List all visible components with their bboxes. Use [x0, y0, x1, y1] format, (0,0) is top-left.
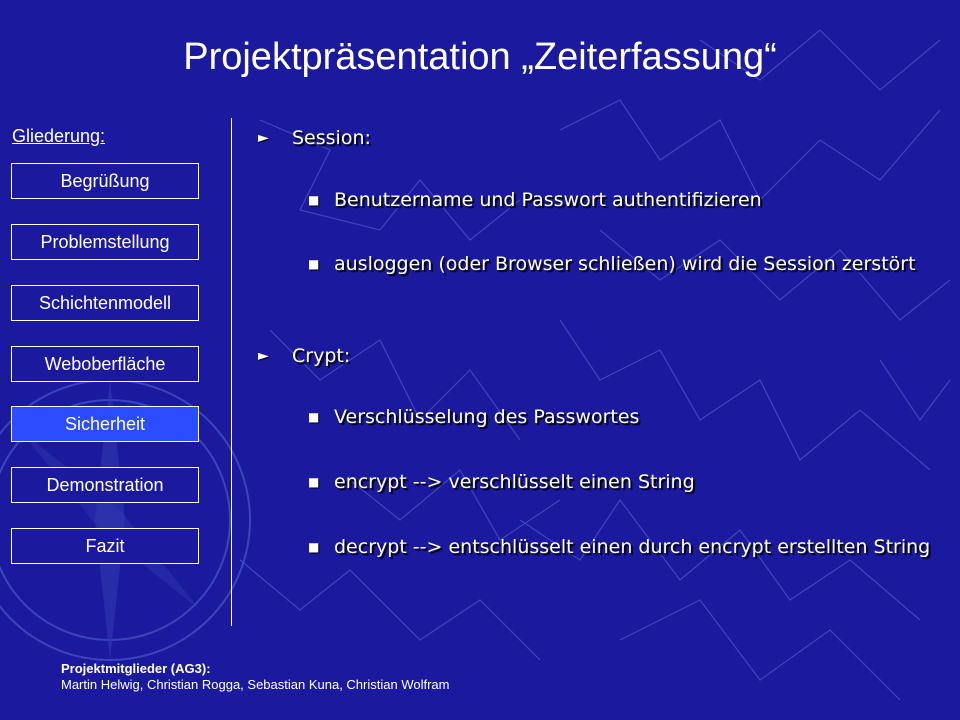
- crypt-point: decrypt --> entschlüsselt einen durch encrypt erstellten String: [334, 536, 931, 558]
- nav-item-sicherheit[interactable]: Sicherheit: [11, 406, 199, 442]
- nav-item-problemstellung[interactable]: Problemstellung: [11, 224, 199, 260]
- list-item: [256, 189, 936, 212]
- footer-label: Projektmitglieder (AG3):: [61, 661, 211, 676]
- square-bullet-icon: ■: [308, 410, 320, 424]
- nav-item-schichtenmodell[interactable]: Schichtenmodell: [11, 285, 199, 321]
- list-item: [256, 406, 936, 429]
- square-bullet-icon: ■: [308, 257, 320, 271]
- nav-item-demonstration[interactable]: Demonstration: [11, 467, 199, 503]
- triangle-right-bullet-icon: ►: [258, 130, 269, 146]
- nav-item-weboberflaeche[interactable]: Weboberfläche: [11, 346, 199, 382]
- square-bullet-icon: ■: [308, 540, 320, 554]
- footer: [61, 661, 449, 693]
- crypt-point: Verschlüsselung des Passwortes: [334, 406, 640, 428]
- vertical-divider: [231, 118, 232, 626]
- section-heading-session: Session:: [292, 127, 371, 149]
- list-item: [256, 127, 936, 150]
- nav-item-fazit[interactable]: Fazit: [11, 528, 199, 564]
- list-item: [256, 345, 936, 368]
- list-item: [256, 536, 936, 559]
- session-point: Benutzername und Passwort authentifizieren: [334, 189, 762, 211]
- nav-item-begruessung[interactable]: Begrüßung: [11, 163, 199, 199]
- list-item: [256, 253, 936, 276]
- nav-heading: Gliederung:: [12, 126, 106, 146]
- triangle-right-bullet-icon: ►: [258, 348, 269, 364]
- session-point: ausloggen (oder Browser schließen) wird die Session zerstört: [334, 253, 916, 275]
- square-bullet-icon: ■: [308, 475, 320, 489]
- page-title: Projektpräsentation „Zeiterfassung“: [183, 36, 777, 78]
- footer-members: Martin Helwig, Christian Rogga, Sebastian Kuna, Christian Wolfram: [61, 677, 450, 692]
- section-heading-crypt: Crypt:: [292, 345, 351, 367]
- crypt-point: encrypt --> verschlüsselt einen String: [334, 471, 695, 493]
- square-bullet-icon: ■: [308, 193, 320, 207]
- list-item: [256, 471, 936, 494]
